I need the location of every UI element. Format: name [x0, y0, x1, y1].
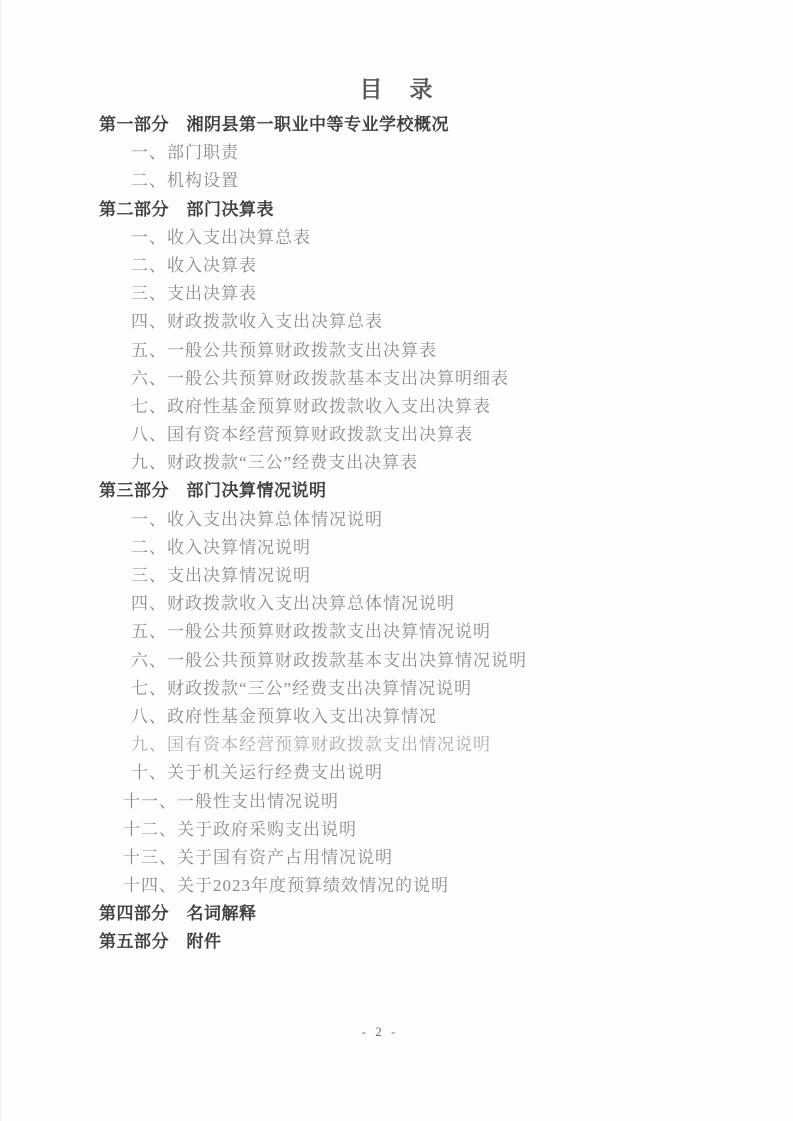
toc-entry: 六、一般公共预算财政拨款基本支出决算明细表 [131, 368, 509, 388]
toc-entry: 八、政府性基金预算收入支出决算情况 [131, 706, 437, 726]
toc-entry: 六、一般公共预算财政拨款基本支出决算情况说明 [131, 650, 527, 670]
toc-entry: 一、收入支出决算总表 [131, 227, 311, 247]
toc-entry: 十三、关于国有资产占用情况说明 [123, 847, 393, 867]
page-title: 目 录 [359, 77, 435, 102]
toc-part-heading: 第三部分 部门决算情况说明 [99, 481, 327, 501]
toc-entry: 七、政府性基金预算财政拨款收入支出决算表 [131, 396, 491, 416]
toc-entry: 七、财政拨款“三公”经费支出决算情况说明 [131, 678, 473, 698]
toc-part-heading: 第五部分 附件 [99, 932, 222, 952]
page-number: - 2 - [361, 1024, 399, 1039]
toc-entry: 二、机构设置 [131, 171, 239, 191]
toc-entry: 八、国有资本经营预算财政拨款支出决算表 [131, 425, 473, 445]
toc-entry: 二、收入决算表 [131, 255, 257, 275]
toc-entry: 九、财政拨款“三公”经费支出决算表 [131, 453, 419, 473]
toc-entry: 十一、一般性支出情况说明 [123, 791, 339, 811]
toc-entry: 五、一般公共预算财政拨款支出决算表 [131, 340, 437, 360]
toc-entry: 一、部门职责 [131, 143, 239, 163]
toc-entry: 四、财政拨款收入支出决算总表 [131, 312, 383, 332]
toc-entry: 一、收入支出决算总体情况说明 [131, 509, 383, 529]
toc-part-heading: 第四部分 名词解释 [99, 904, 257, 924]
table-of-contents [99, 111, 763, 957]
toc-entry: 十、关于机关运行经费支出说明 [131, 763, 383, 783]
toc-part-heading: 第一部分 湘阴县第一职业中等专业学校概况 [99, 115, 449, 134]
toc-entry: 四、财政拨款收入支出决算总体情况说明 [131, 594, 455, 614]
toc-entry: 五、一般公共预算财政拨款支出决算情况说明 [131, 622, 491, 642]
toc-entry: 二、收入决算情况说明 [131, 537, 311, 557]
toc-entry: 三、支出决算情况说明 [131, 566, 311, 585]
toc-entry: 十四、关于2023年度预算绩效情况的说明 [123, 876, 449, 896]
toc-part-heading: 第二部分 部门决算表 [99, 199, 274, 219]
toc-entry: 十二、关于政府采购支出说明 [123, 819, 357, 839]
toc-entry: 三、支出决算表 [131, 284, 257, 304]
toc-entry: 九、国有资本经营预算财政拨款支出情况说明 [131, 735, 491, 755]
